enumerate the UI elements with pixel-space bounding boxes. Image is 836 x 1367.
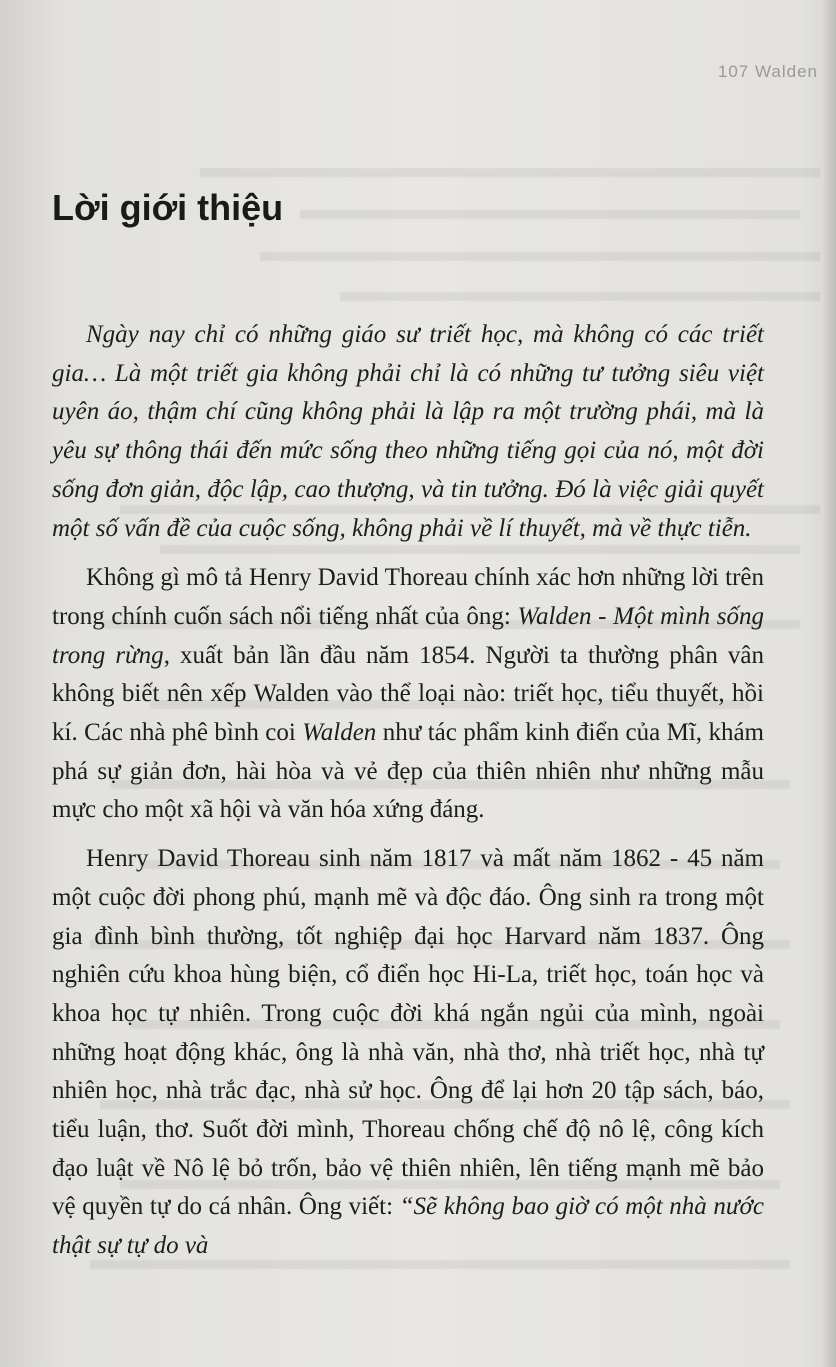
thoreau-quote-italic: “Sẽ không bao giờ có một nhà nước thật sự tự do và [52,1193,764,1260]
page-edge-shadow [822,0,836,1367]
running-head: 107 Walden [717,62,818,81]
paragraph-intro-part3: như tác phẩm kinh điển của Mĩ, khám phá sự giản đơn, hài hòa và vẻ đẹp của thiên nhiên như những mẫu mực cho một xã hội và văn hóa xứng đáng. [52,719,764,824]
page-title: Lời giới thiệu [52,187,284,228]
paragraph-intro-part2: , xuất bản lần đầu năm 1854. Người ta thường phân vân không biết nên xếp Walden vào thể loại nào: triết học, tiểu thuyết, hồi kí. Các nhà phê bình coi [52,641,764,747]
book-title-italic: Walden - Một mình sống trong rừng [52,602,764,669]
epigraph-quote: Ngày nay chỉ có những giáo sư triết học, mà không có các triết gia… Là một triết gia không phải chỉ là có những tư tưởng siêu việt uyên áo, thậm chí cũng không phải là lập ra một trường phái, mà là yêu sự thông thái đến mức sống theo những tiếng gọi của nó, một đời sống đơn giản, độc lập, cao thượng, và tin tưởng. Đó là việc giải quyết một số vấn đề của cuộc sống, không phải về lí thuyết, mà về thực tiễn. [52,321,764,542]
paragraph-biography [52,840,764,1266]
paragraph-intro [52,559,764,830]
paragraph-biography-part1: Henry David Thoreau sinh năm 1817 và mất năm 1862 - 45 năm một cuộc đời phong phú, mạnh mẽ và độc đáo. Ông sinh ra trong một gia đình bình thường, tốt nghiệp đại học Harvard năm 1837. Ông nghiên cứu khoa hùng biện, cổ điển học Hi-La, triết học, toán học và khoa học tự nhiên. Trong cuộc đời khá ngắn ngủi của mình, ngoài những hoạt động khác, ông là nhà văn, nhà thơ, nhà triết học, nhà tự nhiên học, nhà trắc đạc, nhà sử học. Ông để lại hơn 20 tập sách, báo, tiểu luận, thơ. Suốt đời mình, Thoreau chống chế độ nô lệ, công kích đạo luật về Nô lệ bỏ trốn, bảo vệ thiên nhiên, lên tiếng mạnh mẽ bảo vệ quyền tự do cá nhân. Ông viết: [52,845,764,1221]
book-title-short-italic: Walden [302,719,377,747]
paragraph-intro-part1: Không gì mô tả Henry David Thoreau chính xác hơn những lời trên trong chính cuốn sách nổi tiếng nhất của ông: [52,564,764,630]
body-text [52,316,764,1266]
